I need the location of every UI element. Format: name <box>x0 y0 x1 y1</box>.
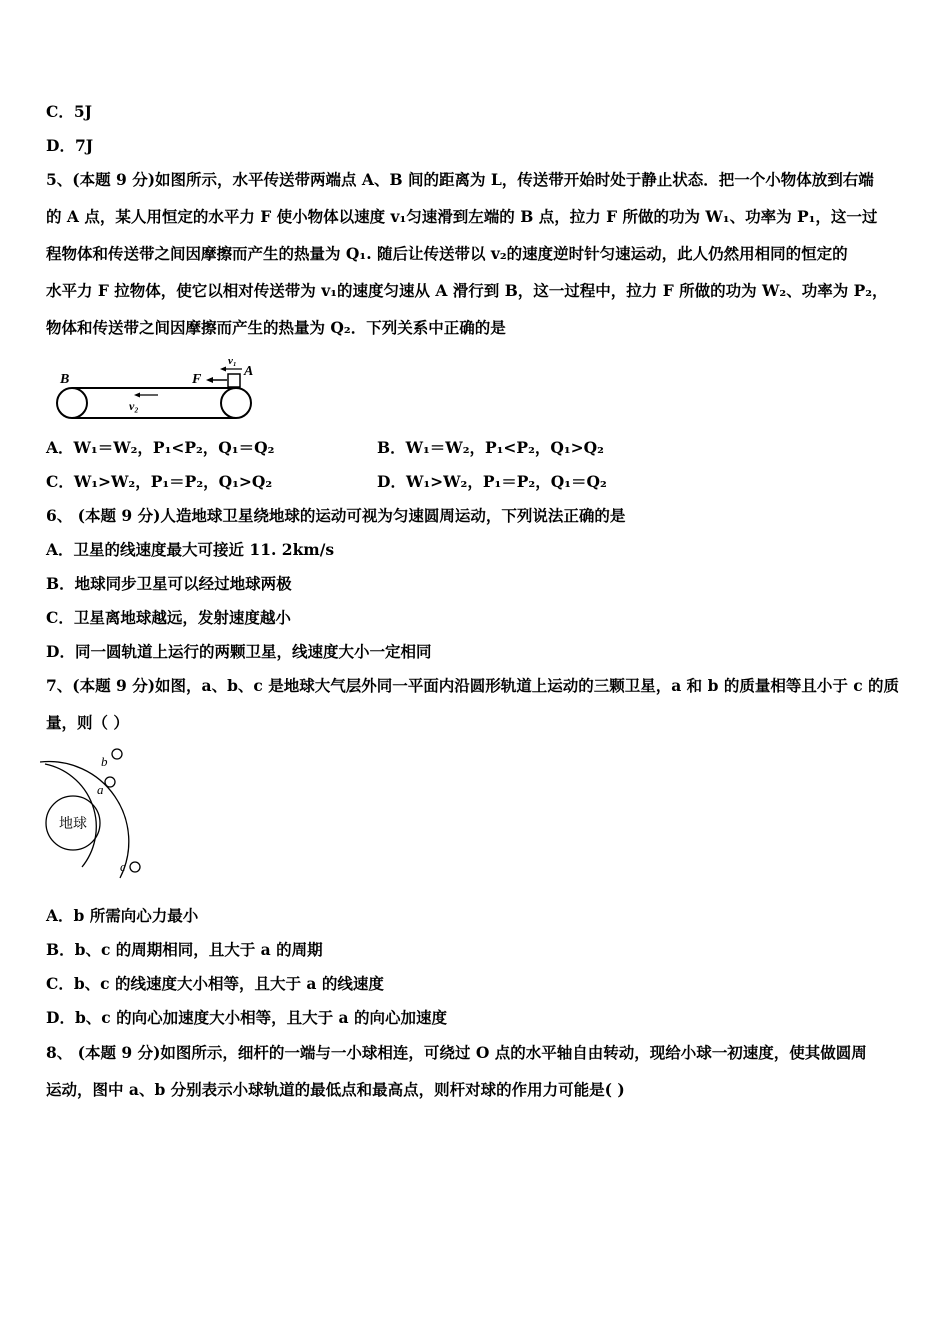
q7-stem-line-2: 量，则（ ） <box>46 713 129 732</box>
q5-stem-line-4: 水平力 F 拉物体，使它以相对传送带为 v₁的速度匀速从 A 滑行到 B，这一过程中，拉力 F 所做的功为 W₂、功率为 P₂， <box>46 281 888 300</box>
q5-stem-line-5: 物体和传送带之间因摩擦而产生的热量为 Q₂．下列关系中正确的是 <box>46 318 506 337</box>
right-pulley <box>221 388 251 418</box>
q6-stem: 6、 (本题 9 分)人造地球卫星绕地球的运动可视为匀速圆周运动，下列说法正确的是 <box>46 506 626 525</box>
earth-label: 地球 <box>59 816 87 832</box>
q7-option-c[interactable]: C．b、c 的线速度大小相等，且大于 a 的线速度 <box>46 974 384 993</box>
q6-option-d[interactable]: D．同一圆轨道上运行的两颗卫星，线速度大小一定相同 <box>46 642 432 661</box>
q5-option-a[interactable]: A．W₁＝W₂，P₁<P₂，Q₁＝Q₂ <box>46 438 275 457</box>
q7-stem-line-1: 7、(本题 9 分)如图，a、b、c 是地球大气层外同一平面内沿圆形轨道上运动的三颗卫星，a 和 b 的质量相等且小于 c 的质 <box>46 676 900 695</box>
label-a: A <box>244 364 254 379</box>
q8-stem-line-1: 8、 (本题 9 分)如图所示，细杆的一端与一小球相连，可绕过 O 点的水平轴自由转动，现给小球一初速度，使其做圆周 <box>46 1043 867 1062</box>
q7-option-a[interactable]: A．b 所需向心力最小 <box>46 906 199 925</box>
option-d: D．7J <box>46 136 94 155</box>
q8-stem-line-2: 运动，图中 a、b 分别表示小球轨道的最低点和最高点，则杆对球的作用力可能是( ) <box>46 1080 625 1099</box>
q7-option-d[interactable]: D．b、c 的向心加速度大小相等，且大于 a 的向心加速度 <box>46 1008 447 1027</box>
q5-stem-line-2: 的 A 点，某人用恒定的水平力 F 使小物体以速度 v₁匀速滑到左端的 B 点，拉力 F 所做的功为 W₁、功率为 P₁，这一过 <box>46 207 878 226</box>
label-v1: v₁ <box>228 355 237 367</box>
small-block <box>228 374 240 387</box>
label-v2: v₂ <box>129 399 139 413</box>
option-c: C．5J <box>46 102 92 121</box>
q5-option-d[interactable]: D．W₁>W₂，P₁＝P₂，Q₁＝Q₂ <box>377 472 607 491</box>
conveyor-belt-diagram <box>46 350 266 425</box>
q6-option-b[interactable]: B．地球同步卫星可以经过地球两极 <box>46 574 292 593</box>
satellite-b <box>112 749 122 759</box>
q6-option-a[interactable]: A．卫星的线速度最大可接近 11. 2km/s <box>46 540 335 559</box>
q5-option-b[interactable]: B．W₁＝W₂，P₁<P₂，Q₁>Q₂ <box>377 438 604 457</box>
q5-option-c[interactable]: C．W₁>W₂，P₁＝P₂，Q₁>Q₂ <box>46 472 273 491</box>
label-a: a <box>97 782 104 797</box>
label-f: F <box>192 372 202 387</box>
q5-stem-line-3: 程物体和传送带之间因摩擦而产生的热量为 Q₁. 随后让传送带以 v₂的速度逆时针匀速运动，此人仍然用相同的恒定的 <box>46 244 848 263</box>
satellite-a <box>105 777 115 787</box>
label-b: B <box>60 372 70 387</box>
satellite-orbit-diagram <box>40 742 170 892</box>
q5-stem-line-1: 5、(本题 9 分)如图所示，水平传送带两端点 A、B 间的距离为 L，传送带开始时处于静止状态．把一个小物体放到右端 <box>46 170 874 189</box>
left-pulley <box>57 388 87 418</box>
q7-option-b[interactable]: B．b、c 的周期相同，且大于 a 的周期 <box>46 940 323 959</box>
satellite-c <box>130 862 140 872</box>
q6-option-c[interactable]: C．卫星离地球越远，发射速度越小 <box>46 608 291 627</box>
label-b: b <box>101 754 108 769</box>
label-c: c <box>120 859 126 874</box>
